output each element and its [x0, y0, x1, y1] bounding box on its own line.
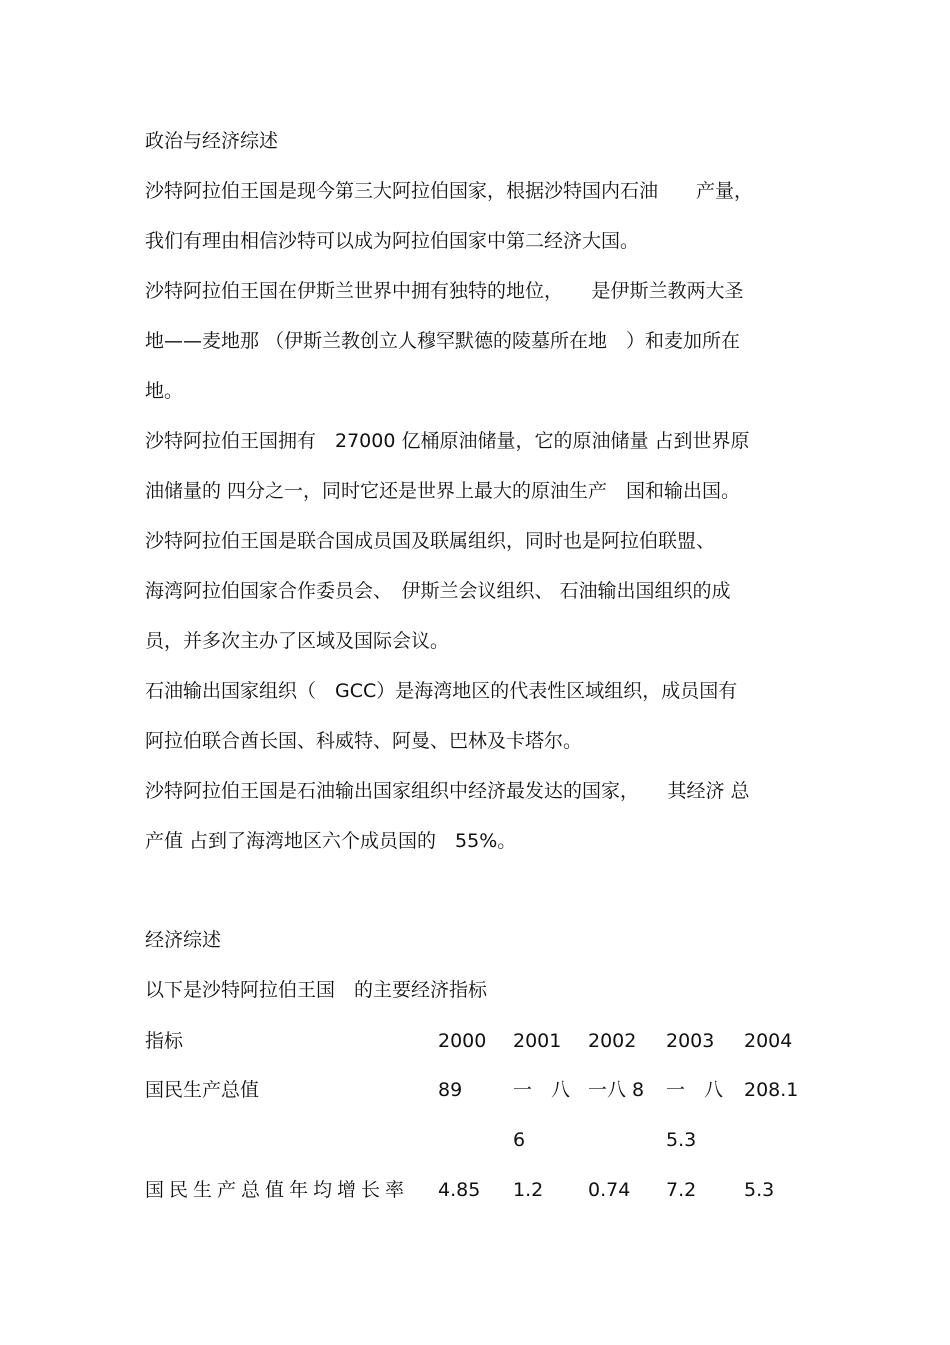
- paragraph-line: 海湾阿拉伯国家合作委员会、 伊斯兰会议组织、 石油输出国组织的成: [145, 580, 731, 602]
- table-row-label: 国民生产总值: [145, 1079, 260, 1101]
- table-cell: 一八 8: [588, 1079, 645, 1101]
- table-cell: 4.85: [438, 1179, 481, 1201]
- table-cell: 208.1: [744, 1079, 799, 1101]
- table-cell-continued: 5.3: [666, 1129, 697, 1151]
- table-header-indicator: 指标: [145, 1030, 184, 1052]
- paragraph-line: 石油输出国家组织（ GCC）是海湾地区的代表性区域组织，成员国有: [145, 680, 738, 702]
- table-intro: 以下是沙特阿拉伯王国 的主要经济指标: [145, 979, 488, 1001]
- paragraph-line: 沙特阿拉伯王国拥有 27000 亿桶原油储量，它的原油储量 占到世界原: [145, 430, 750, 452]
- paragraph-line: 员，并多次主办了区域及国际会议。: [145, 630, 450, 652]
- section-heading-economy: 经济综述: [145, 929, 222, 951]
- table-header-year: 2000: [438, 1030, 487, 1052]
- table-cell: 5.3: [744, 1179, 775, 1201]
- table-header-year: 2003: [666, 1030, 715, 1052]
- paragraph-line: 产值 占到了海湾地区六个成员国的 55%。: [145, 830, 517, 852]
- paragraph-line: 沙特阿拉伯王国是石油输出国家组织中经济最发达的国家， 其经济 总: [145, 780, 750, 802]
- table-row-label: 国民生产总值年均增长率: [145, 1179, 410, 1201]
- paragraph-line: 地——麦地那 （伊斯兰教创立人穆罕默德的陵墓所在地 ）和麦加所在: [145, 330, 741, 352]
- table-cell: 7.2: [666, 1179, 697, 1201]
- table-cell: 一 八: [513, 1079, 571, 1101]
- table-cell-continued: 6: [513, 1129, 526, 1151]
- paragraph-line: 阿拉伯联合酋长国、科威特、阿曼、巴林及卡塔尔。: [145, 730, 583, 752]
- table-cell: 一 八: [666, 1079, 724, 1101]
- table-cell: 1.2: [513, 1179, 544, 1201]
- paragraph-line: 油储量的 四分之一，同时它还是世界上最大的原油生产 国和输出国。: [145, 480, 741, 502]
- paragraph-line: 沙特阿拉伯王国在伊斯兰世界中拥有独特的地位， 是伊斯兰教两大圣: [145, 280, 744, 302]
- section-heading-politics-economy: 政治与经济综述: [145, 130, 279, 152]
- table-header-year: 2001: [513, 1030, 562, 1052]
- table-cell: 0.74: [588, 1179, 631, 1201]
- paragraph-line: 沙特阿拉伯王国是现今第三大阿拉伯国家，根据沙特国内石油 产量，: [145, 180, 754, 202]
- paragraph-line: 地。: [145, 380, 184, 402]
- paragraph-line: 沙特阿拉伯王国是联合国成员国及联属组织，同时也是阿拉伯联盟、: [145, 530, 716, 552]
- paragraph-line: 我们有理由相信沙特可以成为阿拉伯国家中第二经济大国。: [145, 230, 640, 252]
- table-cell: 89: [438, 1079, 463, 1101]
- table-header-year: 2004: [744, 1030, 793, 1052]
- table-header-year: 2002: [588, 1030, 637, 1052]
